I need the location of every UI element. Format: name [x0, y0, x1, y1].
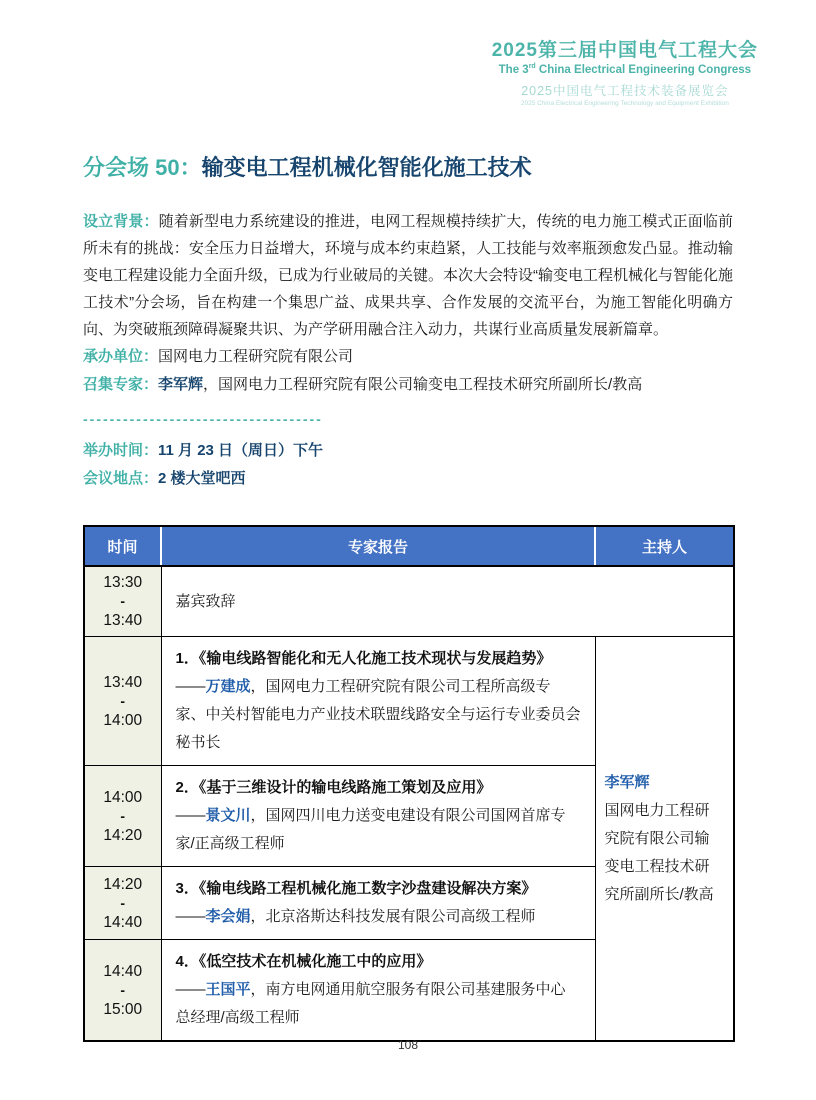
- time-end: 14:20: [103, 826, 143, 844]
- logo-title-en-pre: The 3: [498, 63, 529, 76]
- time-start: 14:40: [103, 962, 143, 980]
- time-end: 14:40: [103, 913, 143, 931]
- talk-speaker-line: [176, 802, 581, 858]
- speaker-name: 李会娟: [205, 908, 251, 926]
- report-cell: [161, 766, 595, 867]
- col-header-time: 时间: [84, 526, 161, 566]
- moderator-desc: 国网电力工程研究院有限公司输变电工程技术研究所副所长/教高: [604, 801, 714, 903]
- time-end: 14:00: [103, 711, 143, 729]
- talk-speaker-line: [176, 673, 581, 757]
- time-separator: -: [120, 692, 126, 709]
- content-column: [83, 154, 733, 1043]
- speaker-name: 万建成: [205, 678, 251, 696]
- time-end: 15:00: [103, 1000, 143, 1018]
- time-end: 13:40: [103, 612, 143, 630]
- speaker-dash: ——: [175, 981, 206, 999]
- talk-title: 3．《输电线路工程机械化施工数字沙盘建设解决方案》: [175, 880, 537, 898]
- speaker-dash: ——: [175, 908, 206, 926]
- moderator-cell: [595, 637, 734, 1042]
- logo-subtitle-en: 2025 China Electrical Engineering Technology and Equipment Exhibition: [520, 100, 729, 108]
- session-number: 分会场 50：: [83, 154, 202, 180]
- logo-title-en: [492, 63, 758, 77]
- venue-label: 会议地点：: [83, 470, 159, 488]
- report-cell: [161, 566, 734, 637]
- time-start: 14:00: [103, 788, 143, 806]
- time-line: [83, 437, 733, 465]
- logo-title-en-sup: rd: [528, 62, 536, 70]
- time-cell: [84, 766, 161, 867]
- moderator-name: 李军辉: [604, 773, 650, 791]
- convener-desc: ，国网电力工程研究院有限公司输变电工程技术研究所副所长/教高: [203, 376, 643, 394]
- report-cell: [161, 940, 595, 1042]
- col-header-moderator: 主持人: [595, 526, 734, 566]
- time-separator: -: [120, 981, 126, 998]
- time-cell: [84, 867, 161, 940]
- time-separator: -: [120, 807, 126, 824]
- table-header-row: [84, 526, 734, 566]
- time-cell: [84, 566, 161, 637]
- background-label: 设立背景：: [83, 213, 159, 231]
- time-label: 举办时间：: [83, 442, 159, 460]
- venue-line: [83, 465, 733, 493]
- talk-speaker-line: [176, 903, 581, 931]
- speaker-name: 王国平: [205, 981, 251, 999]
- time-start: 14:20: [103, 875, 143, 893]
- organizer-value: 国网电力工程研究院有限公司: [158, 348, 354, 366]
- dashed-divider: ------------------------------------: [83, 411, 323, 428]
- header: [0, 0, 816, 108]
- talk-speaker-line: [176, 976, 581, 1032]
- logo-title-en-post: China Electrical Engineering Congress: [535, 63, 752, 76]
- speaker-dash: ——: [175, 678, 206, 696]
- table-row-talk-1: [84, 637, 734, 766]
- page-number: 108: [397, 1038, 419, 1052]
- organizer-label: 承办单位：: [83, 348, 159, 366]
- background-text: 随着新型电力系统建设的推进，电网工程规模持续扩大，传统的电力施工模式正面临前所未有的挑战：安全压力日益增大，环境与成本约束趋紧，人工技能与效率瓶颈愈发凸显。推动输变电工程建设能力全面升级，已成为行业破局的关键。本次大会特设“输变电工程机械化与智能化施工技术”分会场，旨在构建一个集思广益、成果共享、合作发展的交流平台，为施工智能化明确方向、为突破瓶颈障碍凝聚共识、为产学研用融合注入动力，共谋行业高质量发展新篇章。: [83, 213, 733, 339]
- report-cell: [161, 637, 595, 766]
- convener-line: [83, 371, 733, 399]
- session-title: [83, 154, 733, 183]
- speaker-name: 景文川: [205, 807, 251, 825]
- time-cell: [84, 940, 161, 1042]
- time-start: 13:30: [103, 574, 143, 592]
- session-name: 输变电工程机械化智能化施工技术: [201, 154, 532, 180]
- speaker-affiliation: ，国网电力工程研究院有限公司工程所高级专家、中关村智能电力产业技术联盟线路安全与运行专业委员会秘书长: [175, 678, 581, 752]
- col-header-report: 专家报告: [161, 526, 595, 566]
- time-cell: [84, 637, 161, 766]
- speaker-affiliation: ，南方电网通用航空服务有限公司基建服务中心总经理/高级工程师: [175, 981, 566, 1027]
- schedule-table: [83, 525, 735, 1042]
- speaker-affiliation: ，国网四川电力送变电建设有限公司国网首席专家/正高级工程师: [175, 807, 566, 853]
- organizer-line: [83, 343, 733, 371]
- logo-subtitle-cn: 2025中国电气工程技术装备展览会: [521, 83, 729, 98]
- time-separator: -: [120, 593, 126, 610]
- venue-value: 2 楼大堂吧西: [158, 470, 246, 488]
- time-start: 13:40: [103, 673, 143, 691]
- background-paragraph: [83, 208, 733, 343]
- speaker-affiliation: ，北京洛斯达科技发展有限公司高级工程师: [250, 908, 536, 926]
- agenda-item-title: 嘉宾致辞: [175, 592, 236, 610]
- report-cell: [161, 867, 595, 940]
- time-value: 11 月 23 日（周日）下午: [158, 442, 324, 460]
- convener-name: 李军辉: [158, 376, 204, 394]
- logo-title-cn: 2025第三届中国电气工程大会: [491, 40, 758, 61]
- talk-title: 2．《基于三维设计的输电线路施工策划及应用》: [175, 779, 492, 797]
- convener-label: 召集专家：: [83, 376, 159, 394]
- congress-logo: [492, 40, 758, 108]
- speaker-dash: ——: [175, 807, 206, 825]
- time-separator: -: [120, 894, 126, 911]
- talk-title: 4．《低空技术在机械化施工中的应用》: [175, 953, 432, 971]
- table-row-opening: [84, 566, 734, 637]
- talk-title: 1．《输电线路智能化和无人化施工技术现状与发展趋势》: [175, 650, 552, 668]
